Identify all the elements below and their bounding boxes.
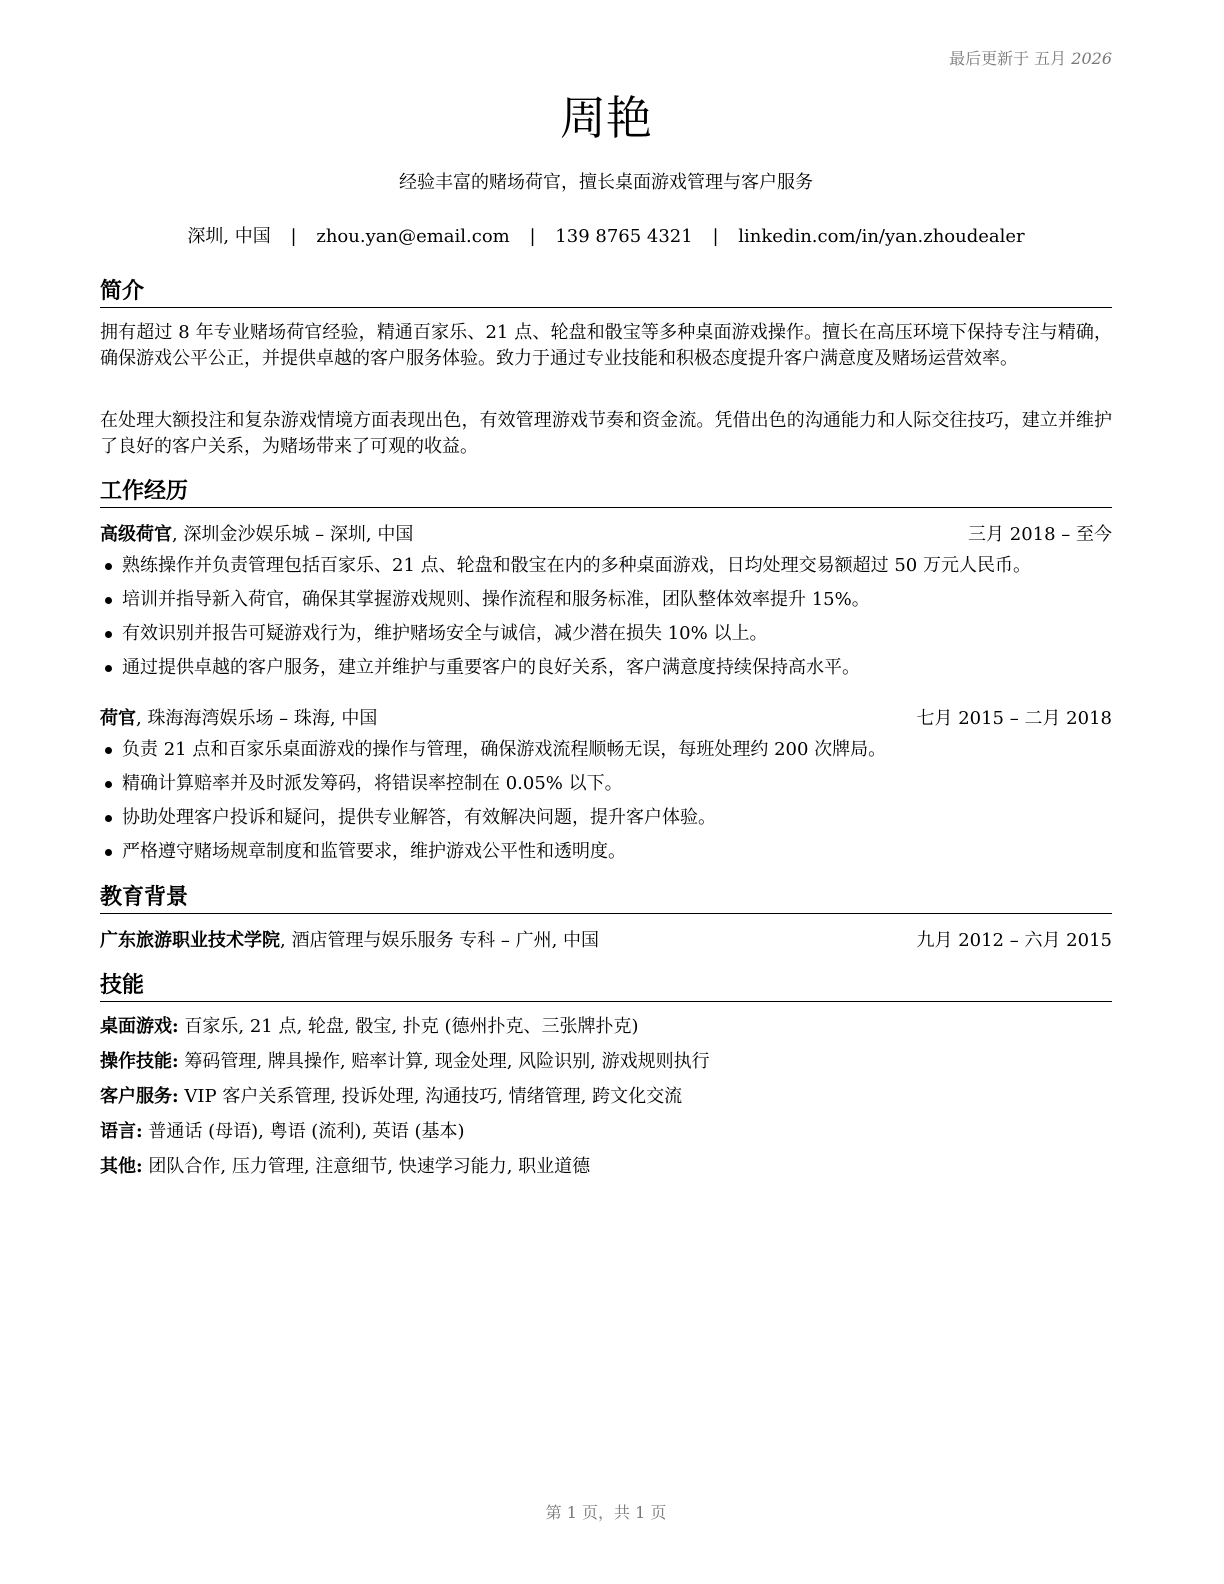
list-item [100, 737, 1112, 771]
skill-label: 操作技能: [100, 1051, 179, 1072]
skill-row [100, 1154, 1112, 1180]
bullet-dot-icon [105, 665, 112, 672]
tagline: 经验丰富的赌场荷官，擅长桌面游戏管理与客户服务 [399, 172, 813, 193]
job-title-line [100, 706, 377, 732]
bullet-text: 有效识别并报告可疑游戏行为，维护赌场安全与诚信，减少潜在损失 10% 以上。 [122, 623, 768, 644]
job-org: , 深圳金沙娱乐城 – 深圳, 中国 [172, 524, 414, 545]
job-header [100, 706, 1112, 732]
skill-value: 普通话 (母语), 粤语 (流利), 英语 (基本) [142, 1121, 465, 1142]
section-title-summary: 简介 [100, 278, 1112, 308]
bullet-dot-icon [105, 747, 112, 754]
job-bullet-list [100, 737, 1112, 873]
skill-value: VIP 客户关系管理, 投诉处理, 沟通技巧, 情绪管理, 跨文化交流 [178, 1086, 683, 1107]
bullet-text: 熟练操作并负责管理包括百家乐、21 点、轮盘和骰宝在内的多种桌面游戏，日均处理交易额超过 50 万元人民币。 [122, 555, 1031, 576]
resume-page [100, 0, 1112, 1584]
bullet-dot-icon [105, 815, 112, 822]
bullet-text: 协助处理客户投诉和疑问，提供专业解答，有效解决问题，提升客户体验。 [122, 807, 716, 828]
bullet-text: 通过提供卓越的客户服务，建立并维护与重要客户的良好关系，客户满意度持续保持高水平。 [122, 657, 860, 678]
page-number: 第 1 页，共 1 页 [545, 1503, 667, 1522]
last-updated-year: 2026 [1071, 49, 1112, 68]
bullet-text: 严格遵守赌场规章制度和监管要求，维护游戏公平性和透明度。 [122, 841, 626, 862]
education-line [100, 928, 599, 954]
bullet-dot-icon [105, 563, 112, 570]
skill-value: 筹码管理, 牌具操作, 赔率计算, 现金处理, 风险识别, 游戏规则执行 [178, 1051, 710, 1072]
job-role: 高级荷官 [100, 524, 172, 545]
bullet-text: 负责 21 点和百家乐桌面游戏的操作与管理，确保游戏流程顺畅无误，每班处理约 200 次牌局。 [122, 739, 887, 760]
list-item [100, 839, 1112, 873]
job-dates: 三月 2018 – 至今 [968, 524, 1112, 545]
job-org: , 珠海海湾娱乐场 – 珠海, 中国 [136, 708, 378, 729]
skill-value: 团队合作, 压力管理, 注意细节, 快速学习能力, 职业道德 [142, 1156, 591, 1177]
bullet-dot-icon [105, 781, 112, 788]
skill-value: 百家乐, 21 点, 轮盘, 骰宝, 扑克 (德州扑克、三张牌扑克) [178, 1016, 639, 1037]
job-role: 荷官 [100, 708, 136, 729]
section-title-experience: 工作经历 [100, 478, 1112, 508]
list-item [100, 771, 1112, 805]
contact-line [100, 224, 1112, 250]
bullet-text: 培训并指导新入荷官，确保其掌握游戏规则、操作流程和服务标准，团队整体效率提升 15%。 [122, 589, 870, 610]
contact-phone: 139 8765 4321 [555, 226, 693, 247]
list-item [100, 805, 1112, 839]
contact-separator: | [712, 226, 719, 247]
job-bullet-list [100, 553, 1112, 689]
contact-email-link[interactable]: zhou.yan@email.com [316, 226, 510, 247]
skill-label: 客户服务: [100, 1086, 179, 1107]
skill-row [100, 1014, 1112, 1040]
job-dates: 七月 2015 – 二月 2018 [916, 708, 1112, 729]
education-dates: 九月 2012 – 六月 2015 [916, 930, 1112, 951]
skill-row [100, 1084, 1112, 1110]
contact-location: 深圳, 中国 [187, 226, 271, 247]
job-header [100, 522, 1112, 548]
skill-label: 其他: [100, 1156, 143, 1177]
skill-label: 语言: [100, 1121, 143, 1142]
bullet-dot-icon [105, 849, 112, 856]
job-title-line [100, 522, 413, 548]
list-item [100, 553, 1112, 587]
bullet-text: 精确计算赔率并及时派发筹码，将错误率控制在 0.05% 以下。 [122, 773, 623, 794]
bullet-dot-icon [105, 597, 112, 604]
list-item [100, 655, 1112, 689]
section-title-education: 教育背景 [100, 884, 1112, 914]
section-title-skills: 技能 [100, 972, 1112, 1002]
last-updated-label: 最后更新于 五月 [949, 49, 1067, 68]
candidate-name: 周艳 [560, 91, 652, 145]
summary-paragraph: 在处理大额投注和复杂游戏情境方面表现出色，有效管理游戏节奏和资金流。凭借出色的沟通能力和人际交往技巧，建立并维护了良好的客户关系，为赌场带来了可观的收益。 [100, 410, 1112, 457]
education-school: 广东旅游职业技术学院 [100, 930, 280, 951]
contact-separator: | [529, 226, 536, 247]
contact-separator: | [290, 226, 297, 247]
education-detail: , 酒店管理与娱乐服务 专科 – 广州, 中国 [280, 930, 600, 951]
last-updated [949, 46, 1112, 69]
summary-paragraph: 拥有超过 8 年专业赌场荷官经验，精通百家乐、21 点、轮盘和骰宝等多种桌面游戏操作。擅长在高压环境下保持专注与精确，确保游戏公平公正，并提供卓越的客户服务体验。致力于通过专业技能和积极态度提升客户满意度及赌场运营效率。 [100, 322, 1112, 369]
list-item [100, 621, 1112, 655]
list-item [100, 587, 1112, 621]
skill-row [100, 1119, 1112, 1145]
skill-label: 桌面游戏: [100, 1016, 179, 1037]
skill-row [100, 1049, 1112, 1075]
contact-linkedin-link[interactable]: linkedin.com/in/yan.zhoudealer [738, 226, 1025, 247]
education-entry [100, 928, 1112, 954]
bullet-dot-icon [105, 631, 112, 638]
